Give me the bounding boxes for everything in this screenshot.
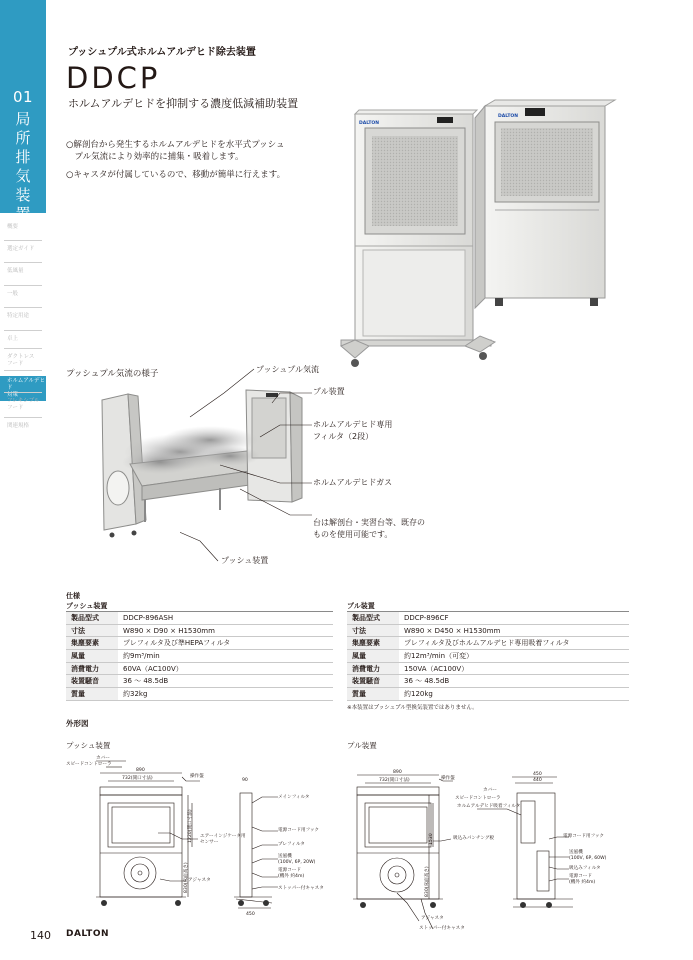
push-label-cord-1: 電源コード (278, 868, 301, 873)
push-label-w450: 450 (246, 912, 255, 917)
feature-2: ○キャスタが付属しているので、移動が簡単に行えます。 (66, 170, 286, 180)
pull-label-fan-1: 送風機 (569, 850, 583, 855)
callout-push-unit: プッシュ装置 (221, 556, 269, 565)
airflow-leaders (180, 365, 320, 565)
spec-value: 60VA（AC100V） (118, 662, 333, 675)
pull-label-w450: 450 (533, 772, 542, 777)
spec-value: DDCP-896ASH (118, 612, 333, 625)
spec-row (347, 688, 629, 701)
sidebar-item[interactable]: フレキシブル フード (7, 398, 40, 411)
pull-label-prefilter: 吸込みフィルタ (569, 866, 601, 871)
callout-pull-unit: プル装置 (313, 387, 345, 396)
pull-drawing-title: プル装置 (347, 741, 377, 750)
push-spec-table (66, 611, 333, 701)
push-label-caster: ストッパー付キャスタ (278, 886, 324, 891)
push-label-hook: 電源コード用フック (278, 828, 320, 833)
spec-row (347, 675, 629, 688)
push-label-sensor-2: センサー (200, 840, 219, 845)
product-subtitle: プッシュプル式ホルムアルデヒド除去装置 (68, 47, 256, 58)
spec-row (347, 662, 629, 675)
push-label-speed: スピードコントローラ (66, 762, 112, 767)
spec-key: 製品型式 (66, 612, 118, 625)
push-label-inner: 732(開口寸法) (122, 776, 153, 781)
spec-key: 風量 (66, 650, 118, 663)
spec-value: W890 × D450 × H1530mm (399, 624, 629, 637)
sidebar (0, 0, 46, 960)
spec-row (66, 637, 333, 650)
pull-label-cover: カバー (483, 788, 497, 793)
brand-logo: DALTON (66, 929, 110, 939)
sidebar-item[interactable]: 関連規格 (7, 423, 30, 429)
sidebar-divider (4, 285, 42, 286)
callout-pushpull-flow: プッシュプル気流 (256, 365, 319, 374)
pull-label-hook: 電源コード用フック (563, 834, 605, 839)
spec-key: 消費電力 (347, 662, 399, 675)
push-label-adjuster: アジャスタ (188, 878, 211, 883)
pull-label-w890: 890 (393, 770, 402, 775)
spec-row (66, 612, 333, 625)
spec-key: 寸法 (66, 624, 118, 637)
spec-key: 消費電力 (66, 662, 118, 675)
sidebar-divider (4, 240, 42, 241)
pull-outline-drawing (337, 753, 627, 933)
sidebar-divider (4, 417, 42, 418)
spec-key: 質量 (66, 688, 118, 701)
pull-label-adjuster: アジャスタ (421, 916, 444, 921)
pull-label-punch: 吸込みパンチング板 (453, 836, 495, 841)
spec-row (66, 688, 333, 701)
pull-spec-note: ※本装置はプッシュプル型換気装置ではありません。 (347, 705, 478, 711)
sidebar-item[interactable]: ダクトレス フード (7, 354, 35, 367)
spec-value: プレフィルタ及びホルムアルデヒド専用吸着フィルタ (399, 637, 629, 650)
push-label-prefilter: プレフィルタ (278, 842, 305, 847)
spec-value: 約9m³/min (118, 650, 333, 663)
push-outline-drawing (66, 753, 336, 918)
spec-value: 150VA（AC100V） (399, 662, 629, 675)
callout-table-note: 台は解剖台・実習台等、既存の ものを使用可能です。 (313, 518, 425, 539)
push-spec-label: プッシュ装置 (66, 602, 108, 610)
spec-row (66, 675, 333, 688)
outline-title: 外形図 (66, 719, 89, 728)
sidebar-item[interactable]: 特定用途 (7, 313, 30, 319)
pull-label-speed: スピードコントローラ (455, 796, 501, 801)
push-label-w890: 890 (136, 768, 145, 773)
pull-spec-label: プル装置 (347, 602, 375, 610)
push-label-outlet-1: 送風機 (278, 854, 292, 859)
spec-row (347, 650, 629, 663)
pull-spec-table (347, 611, 629, 701)
sidebar-divider (4, 348, 42, 349)
feature-1: ○解剖台から発生するホルムアルデヒドを水平式プッシュ プル気流により効率的に捕集・吸着します。 (66, 140, 285, 162)
callout-filter: ホルムアルデヒド専用 フィルタ（2段） (313, 420, 393, 441)
pull-label-h1530: 1530 (429, 833, 434, 845)
push-label-cord-2: (機外 約4m) (278, 874, 305, 879)
spec-value: 36 〜 48.5dB (399, 675, 629, 688)
spec-key: 寸法 (347, 624, 399, 637)
section-tab (0, 0, 46, 223)
spec-key: 集塵要素 (347, 637, 399, 650)
pull-label-w440: 440 (533, 778, 542, 783)
model-name: DDCP (66, 61, 161, 95)
section-number: 01 (12, 88, 34, 106)
push-label-panel: 操作盤 (190, 774, 204, 779)
pull-label-filter: ホルムアルデヒド吸着フィルタ (457, 804, 521, 809)
pull-label-h830: 830(床面高さ) (425, 866, 430, 897)
pull-label-cord-2: (機外 約4m) (569, 880, 596, 885)
pull-label-inner: 732(開口寸法) (379, 778, 410, 783)
spec-key: 製品型式 (347, 612, 399, 625)
spec-value: W890 × D90 × H1530mm (118, 624, 333, 637)
section-title: 局 所 排 気 装 置 (15, 110, 31, 223)
spec-key: 風量 (347, 650, 399, 663)
sidebar-item[interactable]: 選定ガイド (7, 246, 35, 252)
spec-key: 集塵要素 (66, 637, 118, 650)
unit-logo-front: DALTON (359, 121, 380, 126)
product-photo (335, 98, 630, 373)
spec-row (66, 624, 333, 637)
spec-value: プレフィルタ及び準HEPAフィルタ (118, 637, 333, 650)
airflow-title: プッシュプル気流の様子 (66, 369, 159, 379)
spec-key: 装置騒音 (347, 675, 399, 688)
product-tagline: ホルムアルデヒドを抑制する濃度低減補助装置 (68, 97, 299, 110)
spec-row (66, 662, 333, 675)
push-label-cover: カバー (96, 756, 110, 761)
spec-key: 質量 (347, 688, 399, 701)
push-label-outlet-2: (100V, 6P, 20W) (278, 860, 316, 865)
push-label-h1220: 1220(開口寸法) (188, 809, 193, 843)
push-label-w90: 90 (242, 778, 248, 783)
pull-label-fan-2: (100V, 6P, 60W) (569, 856, 607, 861)
pull-label-cord-1: 電源コード (569, 874, 592, 879)
spec-value: DDCP-896CF (399, 612, 629, 625)
spec-row (347, 612, 629, 625)
spec-row (347, 637, 629, 650)
spec-key: 装置騒音 (66, 675, 118, 688)
spec-row (66, 650, 333, 663)
sidebar-divider (4, 262, 42, 263)
spec-value: 約32kg (118, 688, 333, 701)
sidebar-divider (4, 370, 42, 371)
spec-row (347, 624, 629, 637)
pull-label-panel: 操作盤 (441, 776, 455, 781)
sidebar-item[interactable]: 概要 (7, 224, 19, 230)
sidebar-item[interactable]: 一般 (7, 291, 19, 297)
unit-logo-back: DALTON (498, 114, 519, 119)
callout-gas: ホルムアルデヒドガス (313, 478, 393, 487)
sidebar-divider (4, 392, 42, 393)
sidebar-item[interactable]: 低風量 (7, 268, 24, 274)
pull-label-caster: ストッパー付キャスタ (419, 926, 465, 931)
push-label-sensor-1: エアーインジケータ用 (200, 834, 246, 839)
sidebar-item[interactable]: 卓上 (7, 336, 19, 342)
sidebar-item[interactable]: ホルムアルデヒド 対策 (0, 376, 46, 401)
push-drawing-title: プッシュ装置 (66, 741, 111, 750)
push-label-main-filter: メインフィルタ (278, 795, 310, 800)
spec-value: 36 〜 48.5dB (118, 675, 333, 688)
page-number: 140 (30, 929, 51, 942)
sidebar-divider (4, 307, 42, 308)
sidebar-divider (4, 330, 42, 331)
push-label-h830: 830(床面高さ) (184, 862, 189, 893)
spec-value: 約120kg (399, 688, 629, 701)
spec-value: 約12m³/min（可変） (399, 650, 629, 663)
spec-title: 仕様 (66, 592, 80, 600)
